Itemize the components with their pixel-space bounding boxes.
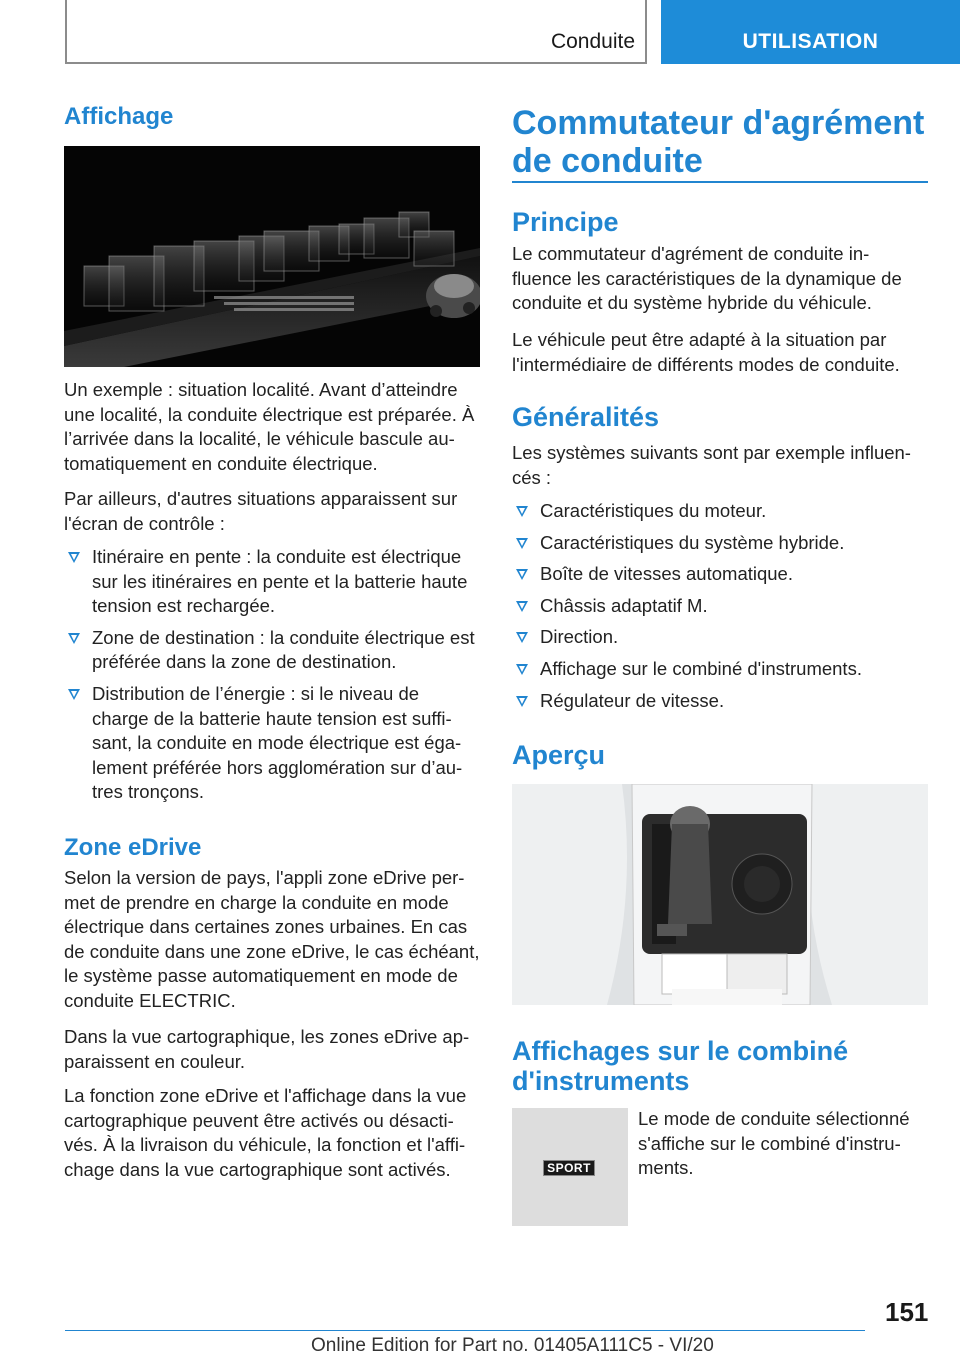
list-item: Itinéraire en pente : la conduite est électrique sur les itinéraires en pente et la batterie haute tension est rechargée.	[64, 545, 480, 619]
affichage-bullet-list	[64, 545, 480, 805]
triangle-bullet-icon	[68, 633, 80, 644]
principe-paragraph-2: Le véhicule peut être adapté à la situation par l'intermédiaire de différents modes de conduite.	[512, 329, 900, 375]
generalites-paragraph: Les systèmes suivants sont par exemple influen-cés :	[512, 442, 911, 488]
triangle-bullet-icon	[516, 632, 528, 643]
heading-principe: Principe	[512, 207, 619, 237]
list-item: Direction.	[512, 625, 928, 650]
triangle-bullet-icon	[516, 538, 528, 549]
center-console-illustration	[512, 784, 928, 1005]
generalites-bullet-list	[512, 499, 928, 713]
zone-paragraph-3: La fonction zone eDrive et l'affichage dans la vue cartographique peuvent être activés ou désacti-vés. À la livraison du véhicule, la fonction et l'affi-chage dans la vue cartographique sont activés.	[64, 1085, 467, 1180]
heading-zone-edrive: Zone eDrive	[64, 834, 202, 861]
list-item: Affichage sur le combiné d'instruments.	[512, 657, 928, 682]
zone-paragraph-2: Dans la vue cartographique, les zones eDrive ap-paraissent en couleur.	[64, 1026, 470, 1072]
affichage-other-paragraph: Par ailleurs, d'autres situations apparaissent sur l'écran de contrôle :	[64, 488, 458, 534]
affichage-example-paragraph: Un exemple : situation localité. Avant d’atteindre une localité, la conduite électrique est préparée. À l’arrivée dans la localité, le véhicule bascule au-tomatiquement en conduite électrique.	[64, 379, 475, 474]
list-item: Zone de destination : la conduite électrique est préférée dans la zone de destination.	[64, 626, 480, 675]
heading-affichages-combine: Affichages sur le combiné d'instruments	[512, 1036, 849, 1096]
city-road-illustration	[64, 146, 480, 367]
list-item: Boîte de vitesses automatique.	[512, 562, 928, 587]
triangle-bullet-icon	[516, 569, 528, 580]
triangle-bullet-icon	[516, 506, 528, 517]
list-item: Châssis adaptatif M.	[512, 594, 928, 619]
heading-apercu: Aperçu	[512, 740, 606, 770]
triangle-bullet-icon	[68, 689, 80, 700]
triangle-bullet-icon	[516, 664, 528, 675]
heading-generalites: Généralités	[512, 402, 660, 432]
header-chapter-tab: UTILISATION	[661, 0, 960, 64]
list-item: Distribution de l’énergie : si le niveau de charge de la batterie haute tension est suffi-sant, la conduite en mode électrique est éga-lement préférée hors agglomération sur d’au-tres tronçons.	[64, 682, 480, 805]
page-title: Commutateur d'agrément de conduite	[512, 104, 925, 180]
triangle-bullet-icon	[68, 552, 80, 563]
sport-display-image	[512, 1108, 628, 1226]
zone-paragraph-1: Selon la version de pays, l'appli zone eDrive per-met de prendre en charge la conduite en mode électrique dans certaines zones urbaines. En cas de conduite dans une zone eDrive, le cas échéant, le système passe automatiquement en mode de conduite ELECTRIC.	[64, 867, 480, 1011]
principe-paragraph-1: Le commutateur d'agrément de conduite in-fluence les caractéristiques de la dynamique de conduite et du système hybride du véhicule.	[512, 243, 902, 314]
footer-rule	[65, 1330, 865, 1331]
page-number: 151	[885, 1297, 929, 1327]
footer-edition: Online Edition for Part no. 01405A111C5 - VI/20	[311, 1335, 714, 1356]
triangle-bullet-icon	[516, 601, 528, 612]
list-item: Caractéristiques du moteur.	[512, 499, 928, 524]
heading-affichage: Affichage	[64, 103, 174, 130]
header-section-box	[65, 0, 647, 64]
header-section-label: Conduite	[550, 30, 635, 53]
list-item: Régulateur de vitesse.	[512, 689, 928, 714]
sport-badge: SPORT	[543, 1160, 595, 1176]
list-item: Caractéristiques du système hybride.	[512, 531, 928, 556]
affichage-illustration	[64, 146, 480, 367]
title-rule	[512, 181, 928, 183]
affichages-paragraph: Le mode de conduite sélectionné s'affiche sur le combiné d'instru-ments.	[638, 1108, 910, 1179]
console-illustration	[512, 784, 928, 1005]
triangle-bullet-icon	[516, 696, 528, 707]
